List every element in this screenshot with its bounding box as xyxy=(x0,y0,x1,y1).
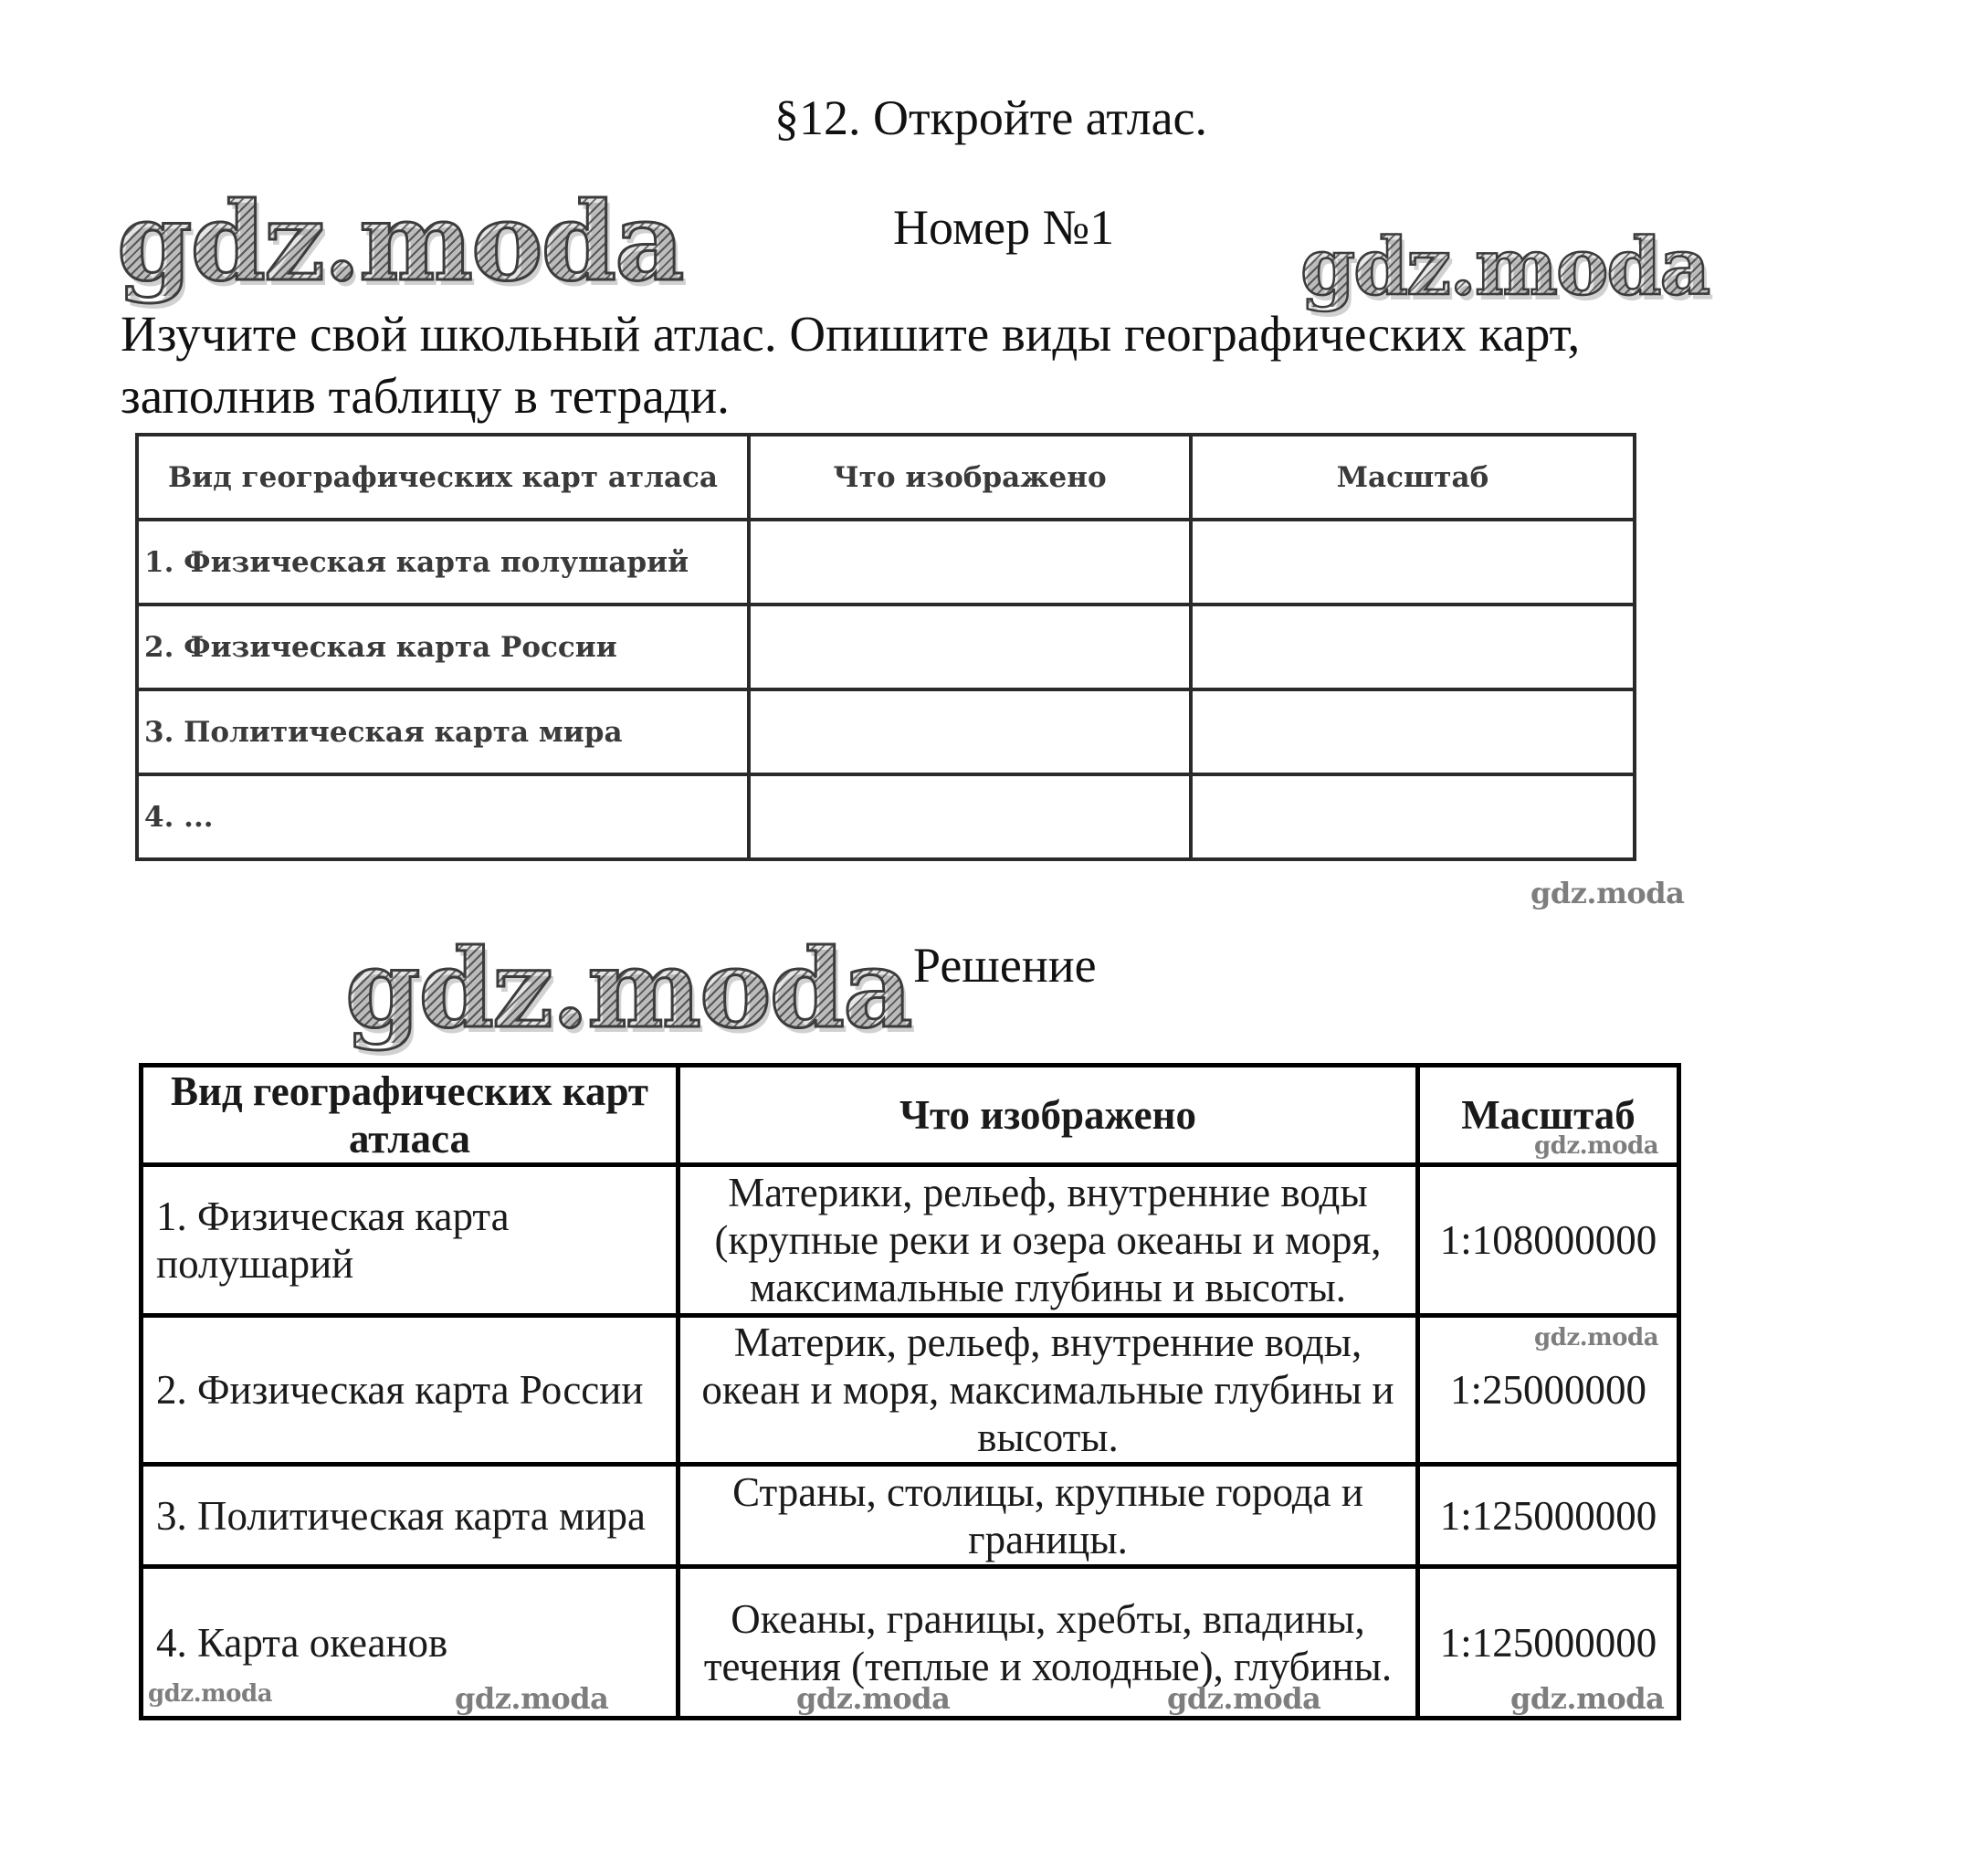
table-cell xyxy=(749,774,1191,859)
watermark-small: gdz.moda xyxy=(455,1681,609,1716)
table-cell: Океаны, границы, хребты, впадины, течения (теплые и холодные), глубины. xyxy=(678,1567,1418,1719)
table-cell: Материки, рельеф, внутренние воды (крупные реки и озера океаны и моря, максимальные глубины и высоты. xyxy=(678,1165,1418,1316)
table-row xyxy=(142,1316,1679,1465)
task-table xyxy=(135,433,1636,861)
table-header-row xyxy=(142,1066,1679,1165)
table-cell: 4. ... xyxy=(137,774,749,859)
table-row xyxy=(137,774,1635,859)
table-header-row xyxy=(137,435,1635,520)
exercise-number: Номер №1 xyxy=(893,200,1115,255)
table-cell: 3. Политическая карта мира xyxy=(137,689,749,774)
table-row xyxy=(142,1465,1679,1567)
table-cell: 1:108000000 xyxy=(1418,1165,1679,1316)
solution-table xyxy=(139,1063,1681,1720)
table-cell xyxy=(1191,774,1635,859)
table-cell: Страны, столицы, крупные города и границы. xyxy=(678,1465,1418,1567)
table-cell xyxy=(1191,605,1635,689)
table-cell: 2. Физическая карта России xyxy=(137,605,749,689)
table-cell: 3. Политическая карта мира xyxy=(142,1465,678,1567)
table-row xyxy=(137,689,1635,774)
watermark-logo: gdz.moda xyxy=(117,178,683,305)
section-title: §12. Откройте атлас. xyxy=(774,90,1208,145)
table-cell: 2. Физическая карта России xyxy=(142,1316,678,1465)
watermark-logo: gdz.moda xyxy=(345,925,911,1052)
table-cell xyxy=(749,689,1191,774)
table-cell: 1:25000000 xyxy=(1418,1316,1679,1465)
table-cell: 1:125000000 xyxy=(1418,1567,1679,1719)
table-row xyxy=(137,605,1635,689)
column-header: Что изображено xyxy=(749,435,1191,520)
table-row xyxy=(142,1165,1679,1316)
watermark-small: gdz.moda xyxy=(1534,1132,1659,1160)
table-cell: Материк, рельеф, внутренние воды, океан и моря, максимальные глубины и высоты. xyxy=(678,1316,1418,1465)
watermark-small: gdz.moda xyxy=(1530,876,1685,910)
table-cell xyxy=(749,520,1191,605)
table-cell xyxy=(1191,689,1635,774)
column-header: Масштаб xyxy=(1191,435,1635,520)
watermark-small: gdz.moda xyxy=(1534,1324,1659,1351)
column-header: Вид географических карт атласа xyxy=(142,1066,678,1165)
column-header: Что изображено xyxy=(678,1066,1418,1165)
watermark-small: gdz.moda xyxy=(1167,1681,1321,1716)
table-cell: 1. Физическая карта полушарий xyxy=(137,520,749,605)
watermark-small: gdz.moda xyxy=(148,1680,273,1708)
table-cell: 4. Карта океанов xyxy=(142,1567,678,1719)
solution-label: Решение xyxy=(913,938,1097,993)
watermark-small: gdz.moda xyxy=(1510,1681,1665,1716)
watermark-small: gdz.moda xyxy=(796,1681,951,1716)
column-header: Масштаб xyxy=(1418,1066,1679,1165)
column-header: Вид географических карт атласа xyxy=(137,435,749,520)
table-cell xyxy=(749,605,1191,689)
watermark-logo: gdz.moda xyxy=(1300,221,1709,313)
task-text: Изучите свой школьный атлас. Опишите виды географических карт, заполнив таблицу в тетради. xyxy=(121,306,1581,424)
table-row xyxy=(137,520,1635,605)
table-cell: 1. Физическая карта полушарий xyxy=(142,1165,678,1316)
table-cell xyxy=(1191,520,1635,605)
table-cell: 1:125000000 xyxy=(1418,1465,1679,1567)
